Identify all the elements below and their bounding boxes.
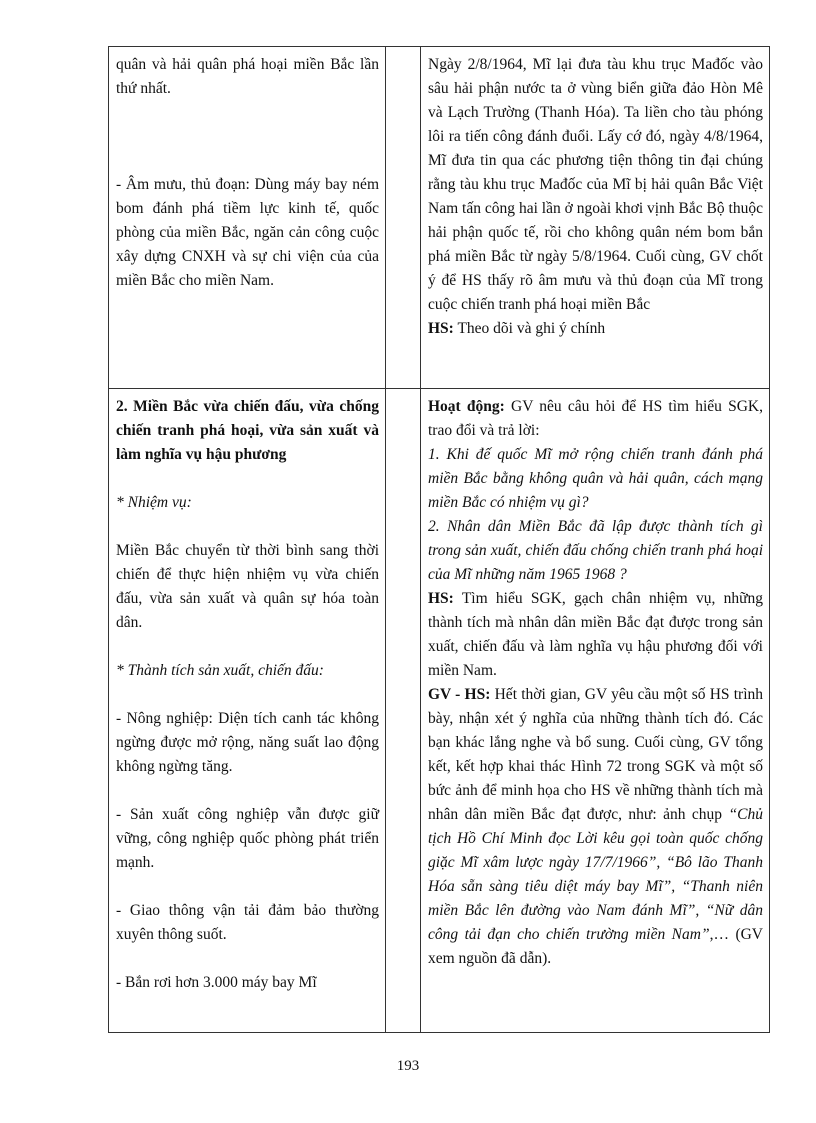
achievement-item: - Bắn rơi hơn 3.000 máy bay Mĩ <box>116 974 317 991</box>
question-1: 1. Khi đế quốc Mĩ mở rộng chiến tranh đánh phá miền Bắc bằng không quân và hải quân, cách mạng miền Bắc có nhiệm vụ gì? <box>428 446 763 511</box>
question-2: 2. Nhân dân Miền Bắc đã lập được thành tích gì trong sản xuất, chiến đấu chống chiến tranh phá hoại của Mĩ những năm 1965 1968 ? <box>428 518 763 583</box>
middle-cell <box>386 389 421 1033</box>
achievement-item: - Nông nghiệp: Diện tích canh tác không ngừng được mở rộng, năng suất lao động không ngừng tăng. <box>116 710 379 775</box>
left-text-1: quân và hải quân phá hoại miền Bắc lần thứ nhất. <box>116 56 379 97</box>
activity-text: GV nêu câu hỏi để HS tìm hiểu SGK, trao đổi và trả lời: <box>428 398 763 439</box>
hs-label: HS: <box>428 590 454 607</box>
task-label: * Nhiệm vụ: <box>116 494 192 511</box>
source-note: ,… (GV xem nguồn đã dẫn). <box>428 926 763 967</box>
hs-paragraph <box>428 587 763 683</box>
gv-hs-text: Hết thời gian, GV yêu cầu một số HS trình bày, nhận xét ý nghĩa của những thành tích đó. Các bạn khác lắng nghe và bổ sung. Cuối cùng, GV tổng kết, kết hợp khai thác Hình 72 trong SGK và một số bức ảnh để minh họa cho HS về những thành tích mà nhân dân miền Bắc đạt được, như: ảnh chụp <box>428 686 763 823</box>
achievement-item: - Sản xuất công nghiệp vẫn được giữ vững, công nghiệp quốc phòng phát triển mạnh. <box>116 806 379 871</box>
lesson-table <box>108 46 770 1033</box>
task-text: Miền Bắc chuyển từ thời bình sang thời chiến để thực hiện nhiệm vụ vừa chiến đấu, vừa sản xuất và quân sự hóa toàn dân. <box>116 542 379 631</box>
photo-captions: “Chủ tịch Hồ Chí Minh đọc Lời kêu gọi toàn quốc chống giặc Mĩ xâm lược ngày 17/7/1966”, “Bô lão Thanh Hóa sẵn sàng tiêu diệt máy bay Mĩ”, “Thanh niên miền Bắc lên đường vào Nam đánh Mĩ”, “Nữ dân công tải đạn cho chiến trường miền Nam” <box>428 806 763 943</box>
achievement-label: * Thành tích sản xuất, chiến đấu: <box>116 662 324 679</box>
hs-text: Tìm hiểu SGK, gạch chân nhiệm vụ, những thành tích mà nhân dân miền Bắc đạt được trong sản xuất, chiến đấu và làm nghĩa vụ hậu phương đối với miền Nam. <box>428 590 763 679</box>
gv-hs-paragraph <box>428 683 763 971</box>
hs-label: HS: <box>428 320 454 337</box>
left-cell <box>109 47 386 389</box>
activity-label: Hoạt động: <box>428 398 505 415</box>
gv-hs-label: GV - HS: <box>428 686 491 703</box>
left-cell <box>109 389 386 1033</box>
table-row <box>109 47 770 389</box>
table-row <box>109 389 770 1033</box>
hs-note <box>428 317 763 341</box>
right-cell <box>421 389 770 1033</box>
section-heading: 2. Miền Bắc vừa chiến đấu, vừa chống chiến tranh phá hoại, vừa sản xuất và làm nghĩa vụ hậu phương <box>116 398 379 463</box>
activity-paragraph <box>428 395 763 443</box>
achievement-item: - Giao thông vận tải đảm bảo thường xuyên thông suốt. <box>116 902 379 943</box>
right-cell <box>421 47 770 389</box>
hs-text: Theo dõi và ghi ý chính <box>453 320 606 337</box>
middle-cell <box>386 47 421 389</box>
page-number: 193 <box>396 1058 420 1074</box>
left-text-2: - Âm mưu, thủ đoạn: Dùng máy bay ném bom đánh phá tiềm lực kinh tế, quốc phòng của miền Bắc, ngăn cản công cuộc xây dựng CNXH và sự chi viện của của miền Bắc cho miền Nam. <box>116 176 379 289</box>
right-text: Ngày 2/8/1964, Mĩ lại đưa tàu khu trục Mađốc vào sâu hải phận nước ta ở vùng biển giữa đảo Hòn Mê và Lạch Trường (Thanh Hóa). Ta liền cho tàu phóng lôi ra tiến công đánh đuổi. Lấy cớ đó, ngày 4/8/1964, Mĩ đưa tin qua các phương tiện thông tin đại chúng rằng tàu khu trục Mađốc của Mĩ bị hải quân Bắc Việt Nam tấn công hai lần ở ngoài khơi vịnh Bắc Bộ thuộc hải phận quốc tế, rồi cho không quân ném bom bắn phá miền Bắc từ ngày 5/8/1964. Cuối cùng, GV chốt ý để HS thấy rõ âm mưu và thủ đoạn của Mĩ trong cuộc chiến tranh phá hoại miền Bắc <box>428 56 763 313</box>
